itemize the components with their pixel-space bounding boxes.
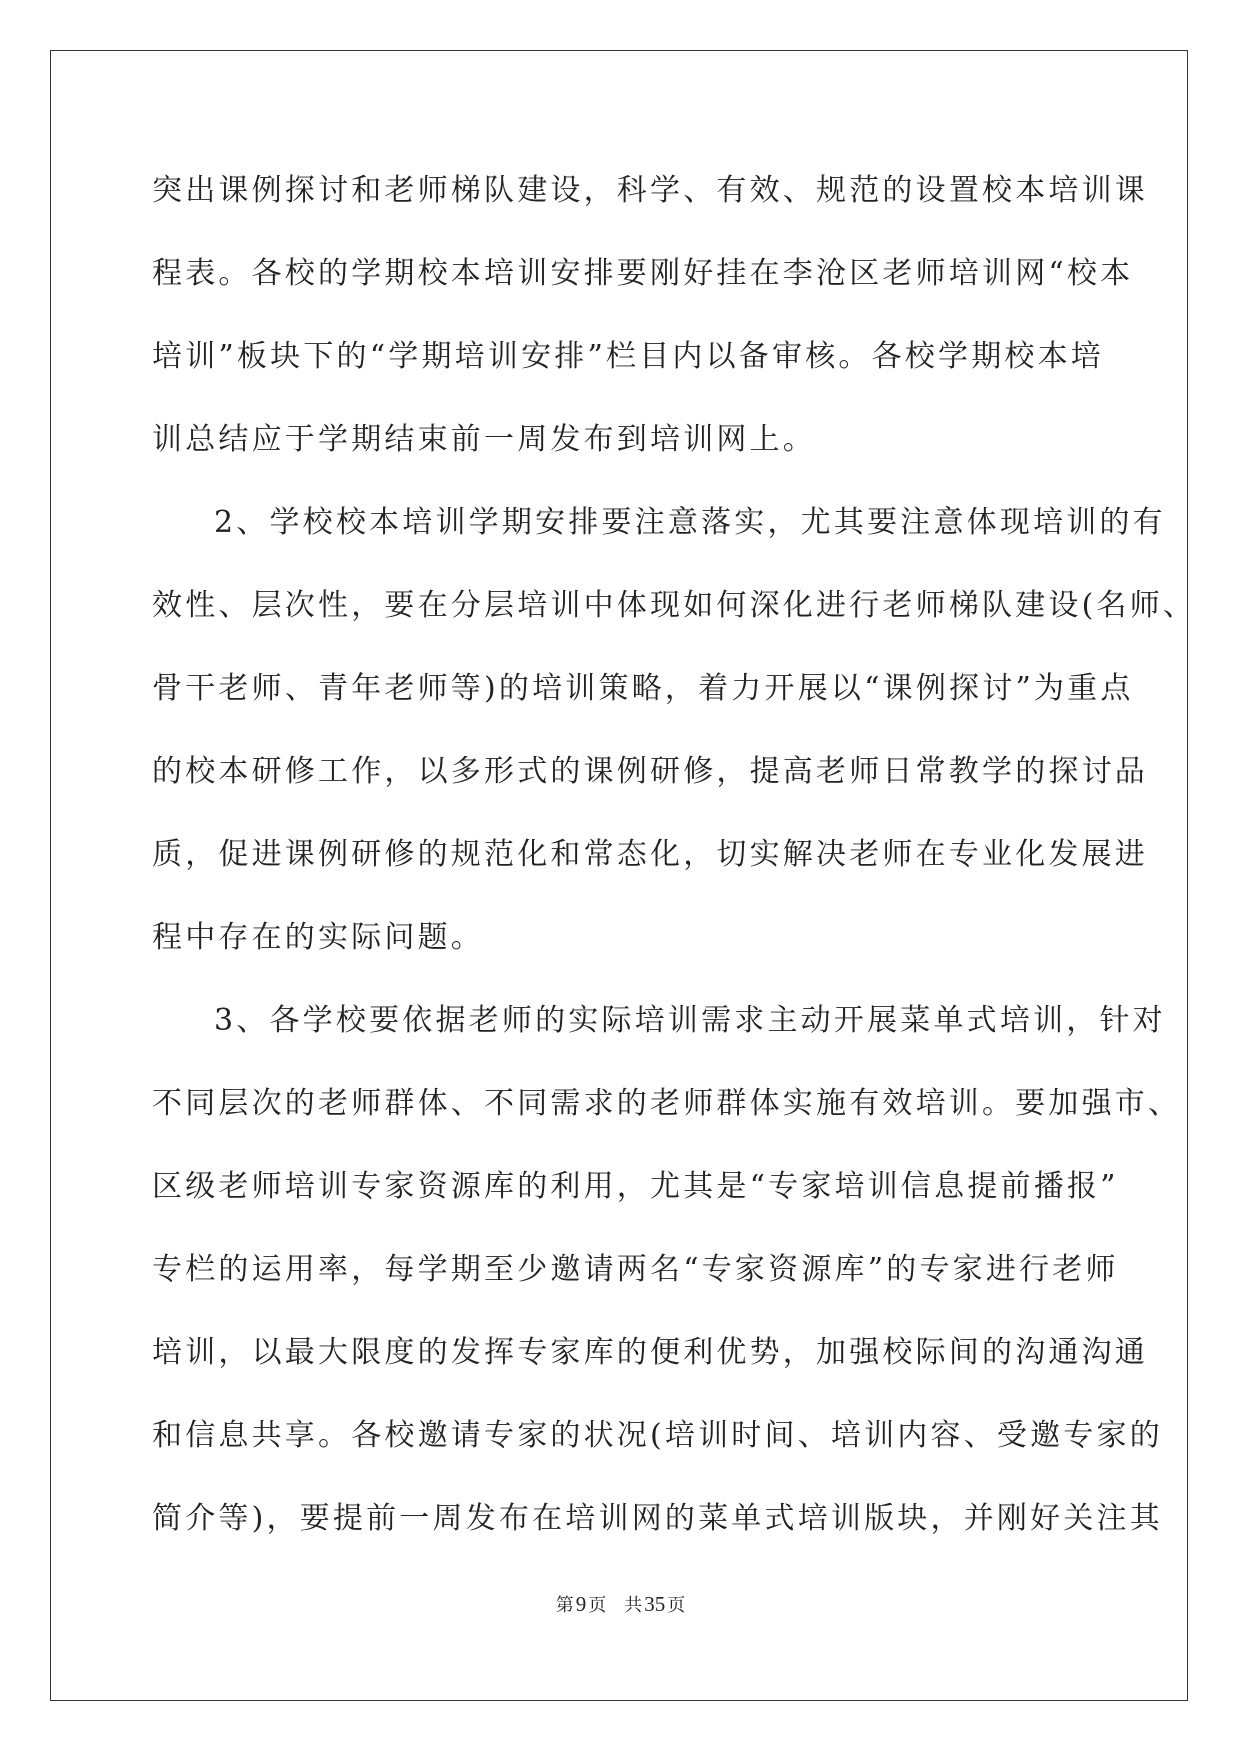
page-number: 9 [575, 1592, 587, 1616]
document-body [152, 160, 1197, 1571]
text-line: 的校本研修工作，以多形式的课例研修，提高老师日常教学的探讨品 [152, 754, 1148, 789]
paragraph-first-line: 2、学校校本培训学期安排要注意落实，尤其要注意体现培训的有 [214, 505, 1166, 540]
text-line: 程中存在的实际问题。 [152, 920, 484, 955]
text-line: 效性、层次性，要在分层培训中体现如何深化进行老师梯队建设(名师、 [152, 588, 1197, 623]
text-line: 突出课例探讨和老师梯队建设，科学、有效、规范的设置校本培训课 [152, 173, 1148, 208]
page-prefix: 第 [555, 1595, 574, 1616]
text-line: 训总结应于学期结束前一周发布到培训网上。 [152, 422, 816, 457]
total-suffix: 页 [667, 1595, 686, 1616]
total-prefix: 共 [624, 1595, 643, 1616]
paragraph-first-line: 3、各学校要依据老师的实际培训需求主动开展菜单式培训，针对 [214, 1003, 1166, 1038]
text-line: 骨干老师、青年老师等)的培训策略，着力开展以“课例探讨”为重点 [152, 671, 1134, 706]
text-line: 培训”板块下的“学期培训安排”栏目内以备审核。各校学期校本培 [152, 339, 1105, 374]
text-line: 专栏的运用率，每学期至少邀请两名“专家资源库”的专家进行老师 [152, 1252, 1119, 1287]
page-footer [0, 1591, 1241, 1617]
page-suffix: 页 [588, 1595, 607, 1616]
text-line: 程表。各校的学期校本培训安排要刚好挂在李沧区老师培训网“校本 [152, 256, 1134, 291]
text-line: 培训，以最大限度的发挥专家库的便利优势，加强校际间的沟通沟通 [152, 1335, 1148, 1370]
text-line: 区级老师培训专家资源库的利用，尤其是“专家培训信息提前播报” [152, 1169, 1119, 1204]
text-line: 质，促进课例研修的规范化和常态化，切实解决老师在专业化发展进 [152, 837, 1148, 872]
text-line: 简介等)，要提前一周发布在培训网的菜单式培训版块，并刚好关注其 [152, 1501, 1163, 1536]
total-pages: 35 [644, 1592, 666, 1616]
text-line: 不同层次的老师群体、不同需求的老师群体实施有效培训。要加强市、 [152, 1086, 1182, 1121]
text-line: 和信息共享。各校邀请专家的状况(培训时间、培训内容、受邀专家的 [152, 1418, 1163, 1453]
